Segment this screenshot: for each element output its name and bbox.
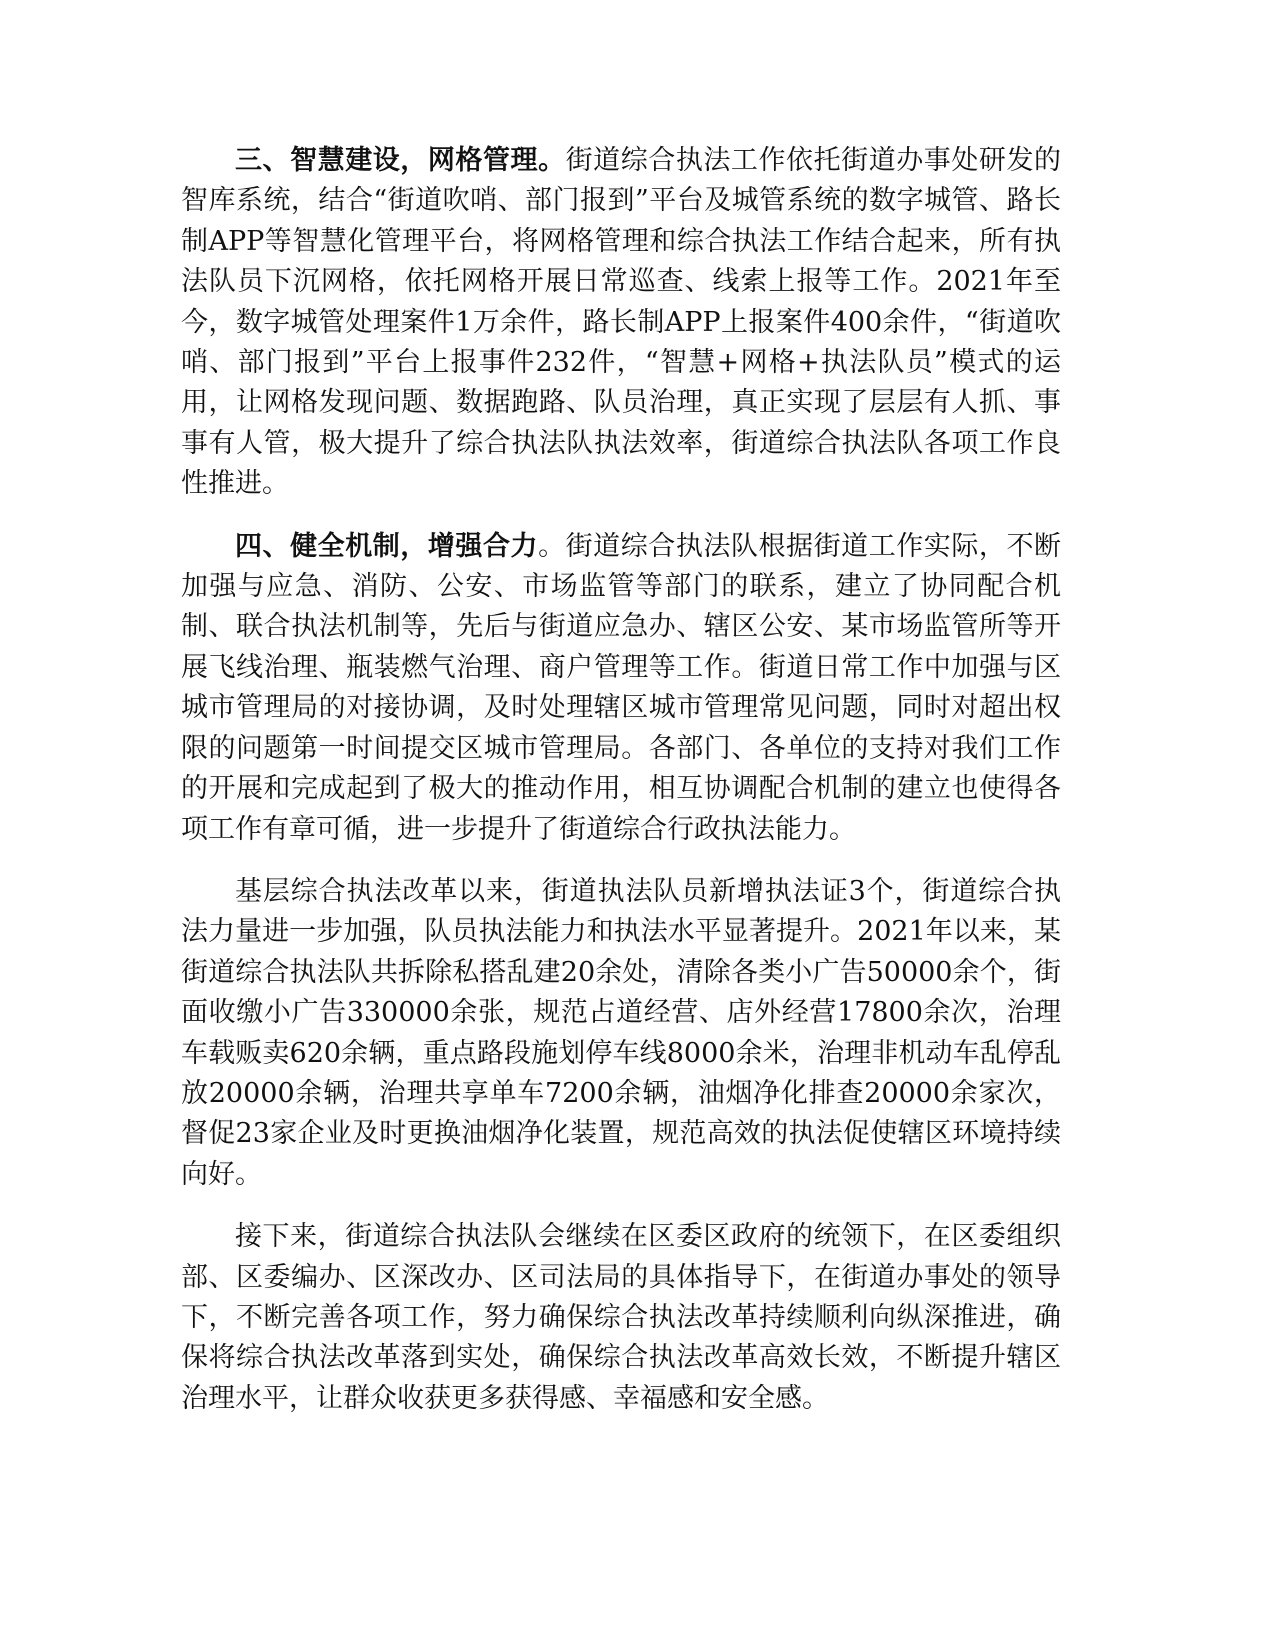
section-heading-mechanism: 四、健全机制，增强合力 bbox=[235, 530, 539, 562]
paragraph-text: 街道综合执法工作依托街道办事处研发的智库系统，结合“街道吹哨、部门报到”平台及城管系统的数字城管、路长制APP等智慧化管理平台，将网格管理和综合执法工作结合起来，所有执法队员下沉网格，依托网格开展日常巡查、线索上报等工作。2021年至今，数字城管处理案件1万余件，路长制APP上报案件400余件，“街道吹哨、部门报到”平台上报事件232件，“智慧+网格+执法队员”模式的运用，让网格发现问题、数据跑路、队员治理，真正实现了层层有人抓、事事有人管，极大提升了综合执法队执法效率，街道综合执法队各项工作良性推进。 bbox=[181, 145, 1062, 500]
paragraph-next-steps bbox=[181, 1217, 1061, 1419]
paragraph-mechanism bbox=[181, 527, 1061, 850]
paragraph-text: 。街道综合执法队根据街道工作实际，不断加强与应急、消防、公安、市场监管等部门的联系，建立了协同配合机制、联合执法机制等，先后与街道应急办、辖区公安、某市场监管所等开展飞线治理、瓶装燃气治理、商户管理等工作。街道日常工作中加强与区城市管理局的对接协调，及时处理辖区城市管理常见问题，同时对超出权限的问题第一时间提交区城市管理局。各部门、各单位的支持对我们工作的开展和完成起到了极大的推动作用，相互协调配合机制的建立也使得各项工作有章可循，进一步提升了街道综合行政执法能力。 bbox=[181, 530, 1062, 845]
document-body bbox=[181, 141, 1061, 1441]
paragraph-smart-grid bbox=[181, 141, 1061, 505]
section-heading-smart-grid: 三、智慧建设，网格管理。 bbox=[235, 145, 566, 176]
paragraph-text: 接下来，街道综合执法队会继续在区委区政府的统领下，在区委组织部、区委编办、区深改办、区司法局的具体指导下，在街道办事处的领导下，不断完善各项工作，努力确保综合执法改革持续顺利向纵深推进，确保将综合执法改革落到实处，确保综合执法改革高效长效，不断提升辖区治理水平，让群众收获更多获得感、幸福感和安全感。 bbox=[181, 1221, 1061, 1414]
paragraph-achievements bbox=[181, 872, 1061, 1195]
paragraph-text: 基层综合执法改革以来，街道执法队员新增执法证3个，街道综合执法力量进一步加强，队员执法能力和执法水平显著提升。2021年以来，某街道综合执法队共拆除私搭乱建20余处，清除各类小广告50000余个，街面收缴小广告330000余张，规范占道经营、店外经营17800余次，治理车载贩卖620余辆，重点路段施划停车线8000余米，治理非机动车乱停乱放20000余辆，治理共享单车7200余辆，油烟净化排查20000余家次，督促23家企业及时更换油烟净化装置，规范高效的执法促使辖区环境持续向好。 bbox=[181, 875, 1061, 1190]
